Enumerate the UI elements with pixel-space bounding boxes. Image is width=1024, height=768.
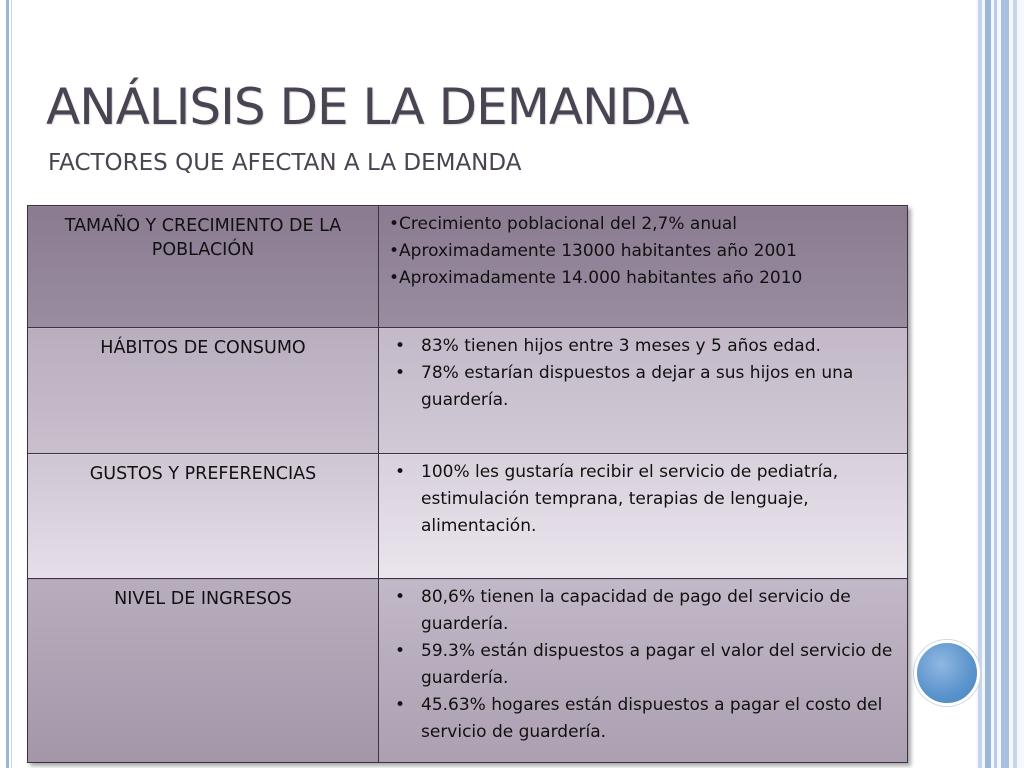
- slide-title: ANÁLISIS DE LA DEMANDA: [46, 78, 689, 136]
- list-item: • 78% estarían dispuestos a dejar a sus hijos en una guardería.: [389, 360, 897, 414]
- demand-factors-table: [27, 205, 908, 763]
- table-row: [28, 579, 908, 763]
- table-row: [28, 206, 908, 328]
- factor-label: NIVEL DE INGRESOS: [28, 579, 379, 763]
- left-border-line: [6, 0, 9, 768]
- list-item: • Aproximadamente 14.000 habitantes año 2010: [389, 265, 897, 292]
- factor-details: [379, 579, 908, 763]
- table-row: [28, 454, 908, 579]
- list-item: • 83% tienen hijos entre 3 meses y 5 años edad.: [389, 333, 897, 360]
- right-decorative-stripes: [976, 0, 1024, 768]
- list-item: • 100% les gustaría recibir el servicio de pediatría, estimulación temprana, terapias de lenguaje, alimentación.: [389, 459, 897, 540]
- slide-subtitle: FACTORES QUE AFECTAN A LA DEMANDA: [48, 150, 522, 176]
- factor-label: TAMAÑO Y CRECIMIENTO DE LA POBLACIÓN: [28, 206, 379, 328]
- factor-label: HÁBITOS DE CONSUMO: [28, 328, 379, 454]
- table-row: [28, 328, 908, 454]
- factor-details: [379, 328, 908, 454]
- decorative-circle: [914, 640, 980, 706]
- list-item: • 80,6% tienen la capacidad de pago del servicio de guardería.: [389, 584, 897, 638]
- factor-details: [379, 454, 908, 579]
- factor-details: [379, 206, 908, 328]
- factor-label: GUSTOS Y PREFERENCIAS: [28, 454, 379, 579]
- left-border-line-inner: [11, 0, 12, 768]
- list-item: • Aproximadamente 13000 habitantes año 2001: [389, 238, 897, 265]
- list-item: • 59.3% están dispuestos a pagar el valor del servicio de guardería.: [389, 638, 897, 692]
- list-item: • Crecimiento poblacional del 2,7% anual: [389, 211, 897, 238]
- list-item: • 45.63% hogares están dispuestos a pagar el costo del servicio de guardería.: [389, 692, 897, 746]
